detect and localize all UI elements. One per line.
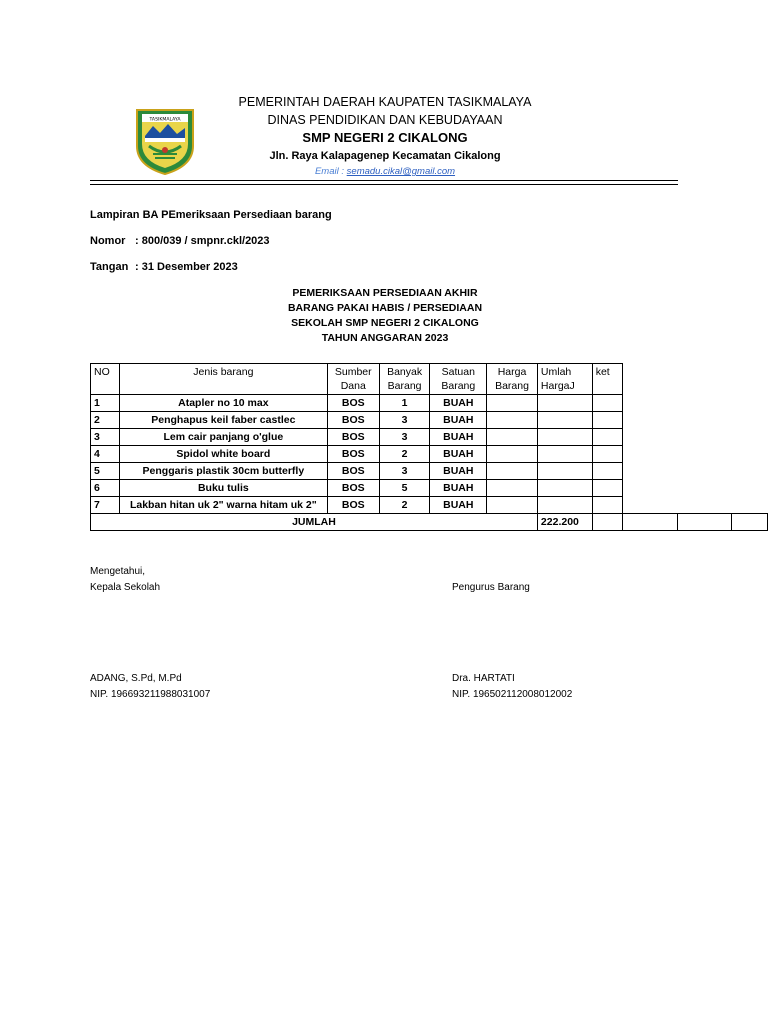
school-emblem (133, 106, 197, 176)
row-unit: BUAH (430, 395, 487, 412)
row-quantity: 2 (379, 446, 430, 463)
row-number: 6 (91, 480, 120, 497)
row-quantity: 3 (379, 412, 430, 429)
total-row (91, 514, 768, 531)
row-price (487, 463, 538, 480)
header-total: Umlah HargaJ (537, 364, 592, 395)
row-quantity: 3 (379, 429, 430, 446)
row-unit: BUAH (430, 463, 487, 480)
row-price (487, 480, 538, 497)
emblem-text: TASIKMALAYA (149, 117, 181, 123)
row-unit: BUAH (430, 480, 487, 497)
row-fund-source: BOS (327, 497, 379, 514)
row-item-name: Lakban hitan uk 2" warna hitam uk 2" (119, 497, 327, 514)
extra-cell (731, 514, 767, 531)
table-row (91, 446, 768, 463)
row-number: 4 (91, 446, 120, 463)
total-value: 222.200 (537, 514, 592, 531)
table-row (91, 412, 768, 429)
table-row (91, 429, 768, 446)
school-name: SMP NEGERI 2 CIKALONG (302, 130, 468, 145)
letter-date-label: Tangan (90, 261, 129, 273)
row-number: 3 (91, 429, 120, 446)
row-unit: BUAH (430, 429, 487, 446)
row-item-name: Buku tulis (119, 480, 327, 497)
table-row (91, 395, 768, 412)
row-total (537, 395, 592, 412)
letter-date (90, 261, 238, 273)
letterhead-divider-thick (90, 180, 678, 181)
letterhead-divider-thin (90, 184, 678, 185)
header-no: NO (91, 364, 120, 395)
extra-cell (623, 514, 677, 531)
row-fund-source: BOS (327, 463, 379, 480)
row-unit: BUAH (430, 497, 487, 514)
row-total (537, 463, 592, 480)
principal-nip: NIP. 196693211988031007 (90, 689, 211, 700)
total-note (592, 514, 623, 531)
row-total (537, 446, 592, 463)
row-quantity: 2 (379, 497, 430, 514)
row-quantity: 3 (379, 463, 430, 480)
row-price (487, 446, 538, 463)
table-row (91, 497, 768, 514)
row-note (592, 446, 623, 463)
letter-date-value: : 31 Desember 2023 (135, 261, 238, 273)
table-header-row (91, 364, 768, 395)
total-label: JUMLAH (91, 514, 538, 531)
row-total (537, 497, 592, 514)
government-name: PEMERINTAH DAERAH KAUPATEN TASIKMALAYA (238, 95, 532, 109)
row-price (487, 395, 538, 412)
row-item-name: Spidol white board (119, 446, 327, 463)
row-unit: BUAH (430, 412, 487, 429)
row-number: 1 (91, 395, 120, 412)
letter-number-value: : 800/039 / smpnr.ckl/2023 (135, 235, 270, 247)
email-line (200, 166, 570, 177)
header-quantity: Banyak Barang (379, 364, 430, 395)
report-title-1: PEMERIKSAAN PERSEDIAAN AKHIR (292, 287, 478, 299)
table-row (91, 480, 768, 497)
row-item-name: Lem cair panjang o'glue (119, 429, 327, 446)
table-row (91, 463, 768, 480)
extra-cell (677, 514, 731, 531)
row-fund-source: BOS (327, 395, 379, 412)
row-note (592, 480, 623, 497)
header-fund-source: Sumber Dana (327, 364, 379, 395)
row-fund-source: BOS (327, 412, 379, 429)
row-note (592, 463, 623, 480)
row-number: 7 (91, 497, 120, 514)
row-note (592, 497, 623, 514)
row-fund-source: BOS (327, 446, 379, 463)
header-unit: Satuan Barang (430, 364, 487, 395)
row-price (487, 412, 538, 429)
letter-number-label: Nomor (90, 235, 126, 247)
row-note (592, 429, 623, 446)
row-total (537, 480, 592, 497)
row-fund-source: BOS (327, 429, 379, 446)
row-fund-source: BOS (327, 480, 379, 497)
custodian-nip: NIP. 196502112008012002 (452, 689, 573, 700)
custodian-role: Pengurus Barang (452, 582, 530, 593)
row-item-name: Penghapus keil faber castlec (119, 412, 327, 429)
email-label: Email : (314, 166, 347, 177)
row-price (487, 497, 538, 514)
principal-name: ADANG, S.Pd, M.Pd (90, 673, 182, 684)
row-note (592, 395, 623, 412)
row-quantity: 1 (379, 395, 430, 412)
row-item-name: Penggaris plastik 30cm butterfly (119, 463, 327, 480)
row-number: 5 (91, 463, 120, 480)
row-number: 2 (91, 412, 120, 429)
header-item: Jenis barang (119, 364, 327, 395)
acknowledged-label: Mengetahui, (90, 566, 146, 577)
row-total (537, 429, 592, 446)
report-title-3: SEKOLAH SMP NEGERI 2 CIKALONG (291, 317, 479, 329)
row-total (537, 412, 592, 429)
department-name: DINAS PENDIDIKAN DAN KEBUDAYAAN (267, 113, 503, 127)
email-link[interactable]: semadu.cikal@gmail.com (346, 166, 456, 177)
report-title-2: BARANG PAKAI HABIS / PERSEDIAAN (287, 302, 483, 314)
principal-role: Kepala Sekolah (90, 582, 161, 593)
report-title-4: TAHUN ANGGARAN 2023 (321, 332, 449, 344)
header-price: Harga Barang (487, 364, 538, 395)
row-price (487, 429, 538, 446)
row-unit: BUAH (430, 446, 487, 463)
custodian-name: Dra. HARTATI (452, 673, 515, 684)
row-note (592, 412, 623, 429)
school-address: Jln. Raya Kalapagenep Kecamatan Cikalong (269, 150, 501, 162)
row-item-name: Atapler no 10 max (119, 395, 327, 412)
inventory-table (90, 363, 768, 531)
header-note: ket (592, 364, 623, 395)
letter-number (90, 235, 270, 247)
attachment-title: Lampiran BA PEmeriksaan Persediaan barang (90, 209, 332, 221)
row-quantity: 5 (379, 480, 430, 497)
